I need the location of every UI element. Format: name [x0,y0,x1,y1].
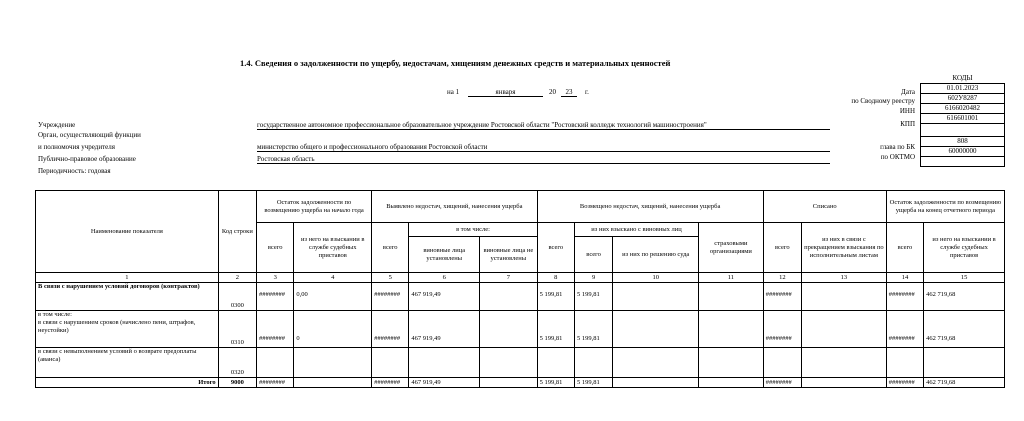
date-prefix: на 1 [447,88,460,96]
h-name: Наименование показателя [36,191,219,273]
colnum: 12 [763,273,801,283]
h-rec-insurance: страховыми организациями [699,223,764,273]
cell-c5 [372,348,409,378]
h-open-court: из него на взыскании в службе судебных приставов [294,223,372,273]
table-body [36,283,1005,388]
cell-c14 [886,348,923,378]
cell-c12 [763,348,801,378]
cell-c14: ######## [886,378,923,388]
cell-c12: ######## [763,283,801,311]
cell-c12: ######## [763,311,801,348]
h-rec-guilty: из них взыскано с виновных лиц [574,223,698,237]
colnum: 3 [257,273,294,283]
colnum: 11 [699,273,764,283]
cell-c10 [613,283,699,311]
h-close: Остаток задолженности по возмещению ущерба на конец отчетного периода [886,191,1004,223]
cell-c7 [480,348,538,378]
date-suffix: г. [585,88,589,96]
cell-c9: 5 199,81 [574,378,612,388]
cell-c4: 0 [294,311,372,348]
report-title: 1.4. Сведения о задолженности по ущербу, недостачам, хищениям денежных средств и материальных ценностей [240,58,671,68]
h-notguilty: виновные лица не установлены [480,237,538,273]
code-empty-2 [921,157,1005,167]
colnum: 1 [36,273,219,283]
cell-c5: ######## [372,378,409,388]
code-label-registry: по Сводному реестру [851,97,915,105]
code-registry: 602У8287 [921,94,1005,104]
cell-c12: ######## [763,378,801,388]
h-wr-total: всего [763,223,801,273]
row-code: 0300 [218,283,256,311]
date-month: января [468,88,543,97]
cell-c9: 5 199,81 [574,311,612,348]
cell-c4 [294,348,372,378]
colnum: 5 [372,273,409,283]
cell-c13 [802,311,887,348]
cell-c14: ######## [886,283,923,311]
cell-c13 [802,348,887,378]
cell-c7 [480,378,538,388]
cell-c5: ######## [372,283,409,311]
cell-c8: 5 199,81 [537,283,574,311]
cell-c11 [699,283,764,311]
cell-c6: 467 919,49 [409,283,480,311]
cell-c4: 0,00 [294,283,372,311]
founder-label-1: Орган, осуществляющий функции [38,131,141,139]
code-oktmo: 60000000 [921,147,1005,157]
cell-c15: 462 719,68 [924,283,1005,311]
h-open: Остаток задолженности по возмещению ущерба на начало года [257,191,372,223]
date-year: 23 [561,88,577,97]
cell-c6 [409,348,480,378]
row-code: 0310 [218,311,256,348]
colnum: 6 [409,273,480,283]
cell-c5: ######## [372,311,409,348]
colnum: 9 [574,273,612,283]
colnum: 13 [802,273,887,283]
date-year-prefix: 20 [549,88,556,96]
cell-c4 [294,378,372,388]
cell-c7 [480,283,538,311]
h-guilty: виновные лица установлены [409,237,480,273]
institution-value: государственное автономное профессиональное образовательное учреждение Ростовской области "Ростовский колледж технологий машиностроения" [257,121,830,130]
h-rec-from-guilty: всего [574,237,612,273]
code-label-oktmo: по ОКТМО [880,153,915,161]
debt-table [35,190,1005,388]
code-empty-1 [921,124,1005,137]
table-row [36,378,1005,388]
table-row [36,283,1005,311]
table-row [36,311,1005,348]
cell-c15 [924,348,1005,378]
cell-c8: 5 199,81 [537,311,574,348]
colnum: 2 [218,273,256,283]
colnum: 14 [886,273,923,283]
cell-c15: 462 719,68 [924,378,1005,388]
colnum: 8 [537,273,574,283]
code-bk: 808 [921,137,1005,147]
public-entity-value: Ростовская область [257,155,830,164]
colnum: 4 [294,273,372,283]
code-date: 01.01.2023 [921,84,1005,94]
cell-c13 [802,378,887,388]
cell-c6: 467 919,49 [409,378,480,388]
cell-c3: ######## [257,283,294,311]
cell-c9 [574,348,612,378]
founder-label-2: и полномочия учредителя [38,143,115,151]
public-entity-label: Публично-правовое образование [38,155,136,163]
code-label-inn: ИНН [899,107,915,115]
cell-c10 [613,378,699,388]
cell-c11 [699,311,764,348]
code-label-kpp: КПП [900,120,915,128]
code-label-bk: глава по БК [880,143,915,151]
h-close-total: всего [886,223,923,273]
cell-c6: 467 919,49 [409,311,480,348]
h-rec-bycourt: из них по решению суда [613,237,699,273]
h-recovered: Возмещено недостач, хищений, нанесения ущерба [537,191,763,223]
code-kpp: 616601001 [921,114,1005,124]
row-name: в том числе: в связи с нарушением сроков (начислено пени, штрафов, неустойки) [36,311,219,348]
cell-c14: ######## [886,311,923,348]
h-found-incl: в том числе: [409,223,537,237]
cell-c3 [257,348,294,378]
cell-c8 [537,348,574,378]
h-code: Код строки [218,191,256,273]
institution-label: Учреждение [38,121,76,129]
codes-header: КОДЫ [921,74,1005,84]
code-label-date: Дата [901,88,915,96]
cell-c8: 5 199,81 [537,378,574,388]
cell-c10 [613,348,699,378]
founder-value: министерство общего и профессионального образования Ростовской области [257,143,830,152]
h-found-total: всего [372,223,409,273]
cell-c9: 5 199,81 [574,283,612,311]
cell-c11 [699,348,764,378]
h-open-total: всего [257,223,294,273]
codes-table [920,74,1005,167]
row-name: в связи с невыполнением условий о возврате предоплаты (аванса) [36,348,219,378]
cell-c11 [699,378,764,388]
colnum: 15 [924,273,1005,283]
row-name: В связи с нарушением условий договоров (контрактов) [36,283,219,311]
h-written: Списано [763,191,886,223]
cell-c7 [480,311,538,348]
table-row [36,348,1005,378]
periodicity-label: Периодичность: годовая [38,167,111,175]
h-rec-total: всего [537,223,574,273]
colnum: 10 [613,273,699,283]
cell-c13 [802,283,887,311]
code-inn: 6166020482 [921,104,1005,114]
h-close-court: из него на взыскании в службе судебных приставов [924,223,1005,273]
cell-c3: ######## [257,311,294,348]
row-name: Итого [36,378,219,388]
row-code: 0320 [218,348,256,378]
cell-c3: ######## [257,378,294,388]
colnum: 7 [480,273,538,283]
cell-c10 [613,311,699,348]
row-code: 9000 [218,378,256,388]
h-found: Выявлено недостач, хищений, нанесения ущерба [372,191,538,223]
cell-c15: 462 719,68 [924,311,1005,348]
h-wr-termination: из них в связи с прекращением взыскания по исполнительным листам [802,223,887,273]
